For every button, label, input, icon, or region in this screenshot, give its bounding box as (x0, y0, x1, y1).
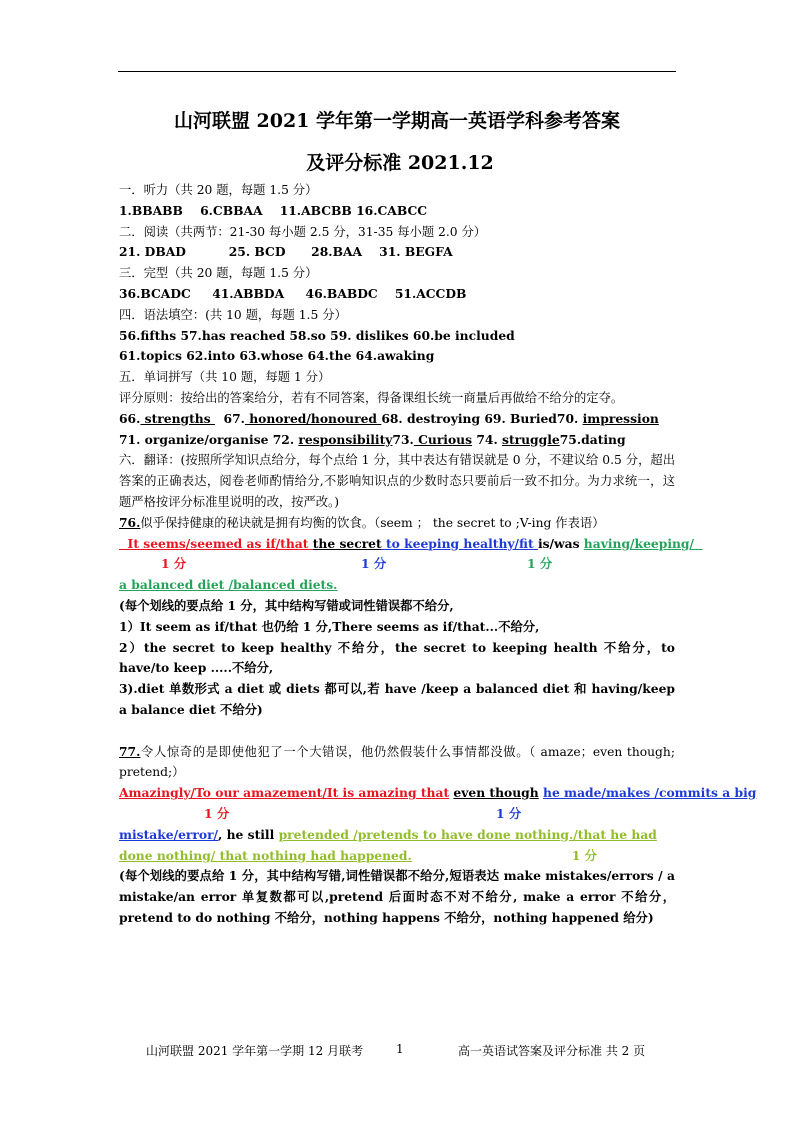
answer-underlined: strengths (140, 410, 215, 426)
grammar-answers-1: 56.fifths 57.has reached 58.so 59. dislikes 60.be included (119, 327, 515, 343)
spacer (119, 721, 675, 742)
q77-answer-point3: pretended /pretends to have done nothing./that he had done nothing/ that nothing had happened. (119, 826, 657, 863)
footer-page-number: 1 (396, 1042, 404, 1056)
answer-underlined: Curious (413, 431, 473, 447)
q77-answer-point2: he made/makes /commits a big (543, 785, 757, 801)
footer-exam-name: 山河联盟 2021 学年第一学期 12 月联考 (146, 1044, 364, 1058)
answer-text: 74. (472, 431, 503, 447)
q76-score-row (119, 554, 675, 575)
q77-score-2: 1 分 (496, 805, 522, 821)
document-title: 山河联盟 2021 学年第一学期高一英语学科参考答案 (173, 110, 621, 132)
section-spelling-heading: 五．单词拼写（共 10 题，每题 1 分） (119, 370, 331, 385)
answer-text: 67. (214, 410, 245, 426)
answer-text: 75.dating (559, 431, 626, 447)
grading-principle: 评分原则：按给出的答案给分，若有不同答案，得备课组长统一商量后再做给不给分的定夺。 (119, 390, 624, 405)
section-cloze-heading: 三．完型（共 20 题，每题 1.5 分） (119, 266, 318, 281)
q77-answer-point2-cont: mistake/error/ (119, 826, 219, 842)
q77-score-1: 1 分 (204, 805, 230, 821)
q77-answer-plain: , he still (218, 826, 279, 842)
q76-note-3: 2）the secret to keep healthy 不给分，the secret to keeping health 不给分，to have/to keep .....不给分, (119, 639, 675, 676)
grammar-answers-2: 61.topics 62.into 63.whose 64.the 64.awaking (119, 348, 435, 364)
header-rule (118, 71, 676, 72)
footer-document-name: 高一英语试答案及评分标准 共 2 页 (458, 1044, 646, 1058)
answer-content (119, 180, 757, 929)
section-grammar-heading: 四．语法填空：(共 10 题，每题 1.5 分） (119, 307, 347, 322)
section-listening-heading: 一．听力（共 20 题，每题 1.5 分） (119, 183, 318, 197)
q77-score-row (119, 804, 675, 825)
answer-text: 66. (119, 410, 141, 426)
spelling-answers-1 (119, 409, 675, 430)
q77-answer-point1: Amazingly/To our amazement/It is amazing that (119, 785, 450, 801)
answer-underlined: impression (582, 410, 659, 426)
q76-answer-verb: is/was (537, 535, 584, 551)
q77-answer-line2 (119, 825, 675, 867)
q76-answer-subject: the secret (312, 535, 382, 551)
section-reading-heading: 二．阅读（共两节：21-30 每小题 2.5 分，31-35 每小题 2.0 分） (119, 224, 487, 239)
q77-score-3: 1 分 (571, 847, 597, 863)
q76-note-1: (每个划线的要点给 1 分，其中结构写错或词性错误都不给分, (119, 597, 454, 613)
q77-note: (每个划线的要点给 1 分，其中结构写错,词性错误都不给分,短语表达 make mistakes/errors / a mistake/an error 单复数都可以,pretend 后面时态不对不给分, make a error 不给分，pretend to do nothing 不给分，nothing happens 不给分，nothing happened 给分) (119, 868, 675, 925)
answer-underlined: responsibility (298, 431, 393, 447)
q76-score-2: 1 分 (361, 556, 387, 572)
q76-answer-point3: having/keeping/ (583, 535, 703, 551)
answer-text: 71. organize/organise 72. (119, 431, 299, 447)
q76-answer-line2: a balanced diet /balanced diets. (119, 577, 338, 593)
q76-note-4: 3).diet 单数形式 a diet 或 diets 都可以,若 have /keep a balanced diet 和 having/keep a balance diet 不给分) (119, 681, 675, 717)
q76-prompt-text: 似乎保持健康的秘诀就是拥有均衡的饮食。（seem ； the secret to ;V-ing 作表语） (140, 515, 605, 530)
q76-score-1: 1 分 (161, 556, 187, 572)
q76-answer-point2: to keeping healthy/fit (381, 535, 538, 551)
q76-answer-line1 (119, 534, 703, 555)
answer-text: 73. (392, 431, 414, 447)
answer-text: 68. destroying 69. Buried70. (381, 410, 583, 426)
q77-answer-conjunction: even though (453, 785, 539, 801)
answer-underlined: honored/honoured (244, 410, 382, 426)
q76-score-3: 1 分 (527, 556, 553, 572)
q76-prompt (119, 513, 675, 534)
q76-answer-point1: It seems/seemed as if/that (119, 535, 313, 551)
q77-answer-line1 (119, 783, 757, 804)
answer-underlined: struggle (502, 431, 560, 447)
document-subtitle: 及评分标准 2021.12 (306, 152, 494, 174)
spelling-answers-2 (119, 430, 675, 451)
q76-number: 76. (119, 514, 141, 530)
q76-note-2: 1）It seem as if/that 也仍给 1 分,There seems as if/that...不给分, (119, 618, 540, 634)
q77-prompt (119, 742, 675, 784)
reading-answers: 21. DBAD 25. BCD 28.BAA 31. BEGFA (119, 244, 453, 260)
cloze-answers: 36.BCADC 41.ABBDA 46.BABDC 51.ACCDB (119, 285, 467, 301)
listening-answers: 1.BBABB 6.CBBAA 11.ABCBB 16.CABCC (119, 202, 428, 218)
q77-number: 77. (119, 743, 141, 759)
section-translation-heading: 六．翻译：(按照所学知识点给分，每个点给 1 分，其中表达有错误就是 0 分，不建议给 0.5 分，超出答案的正确表达，阅卷老师酌情给分,不影响知识点的少数时态只要前后一致不扣分。为力求统一，这题严格按评分标准里说明的改，按严改。) (119, 453, 675, 509)
q77-prompt-text: 令人惊奇的是即使他犯了一个大错误，他仍然假装什么事情都没做。（ amaze；even though; pretend;） (119, 744, 675, 780)
